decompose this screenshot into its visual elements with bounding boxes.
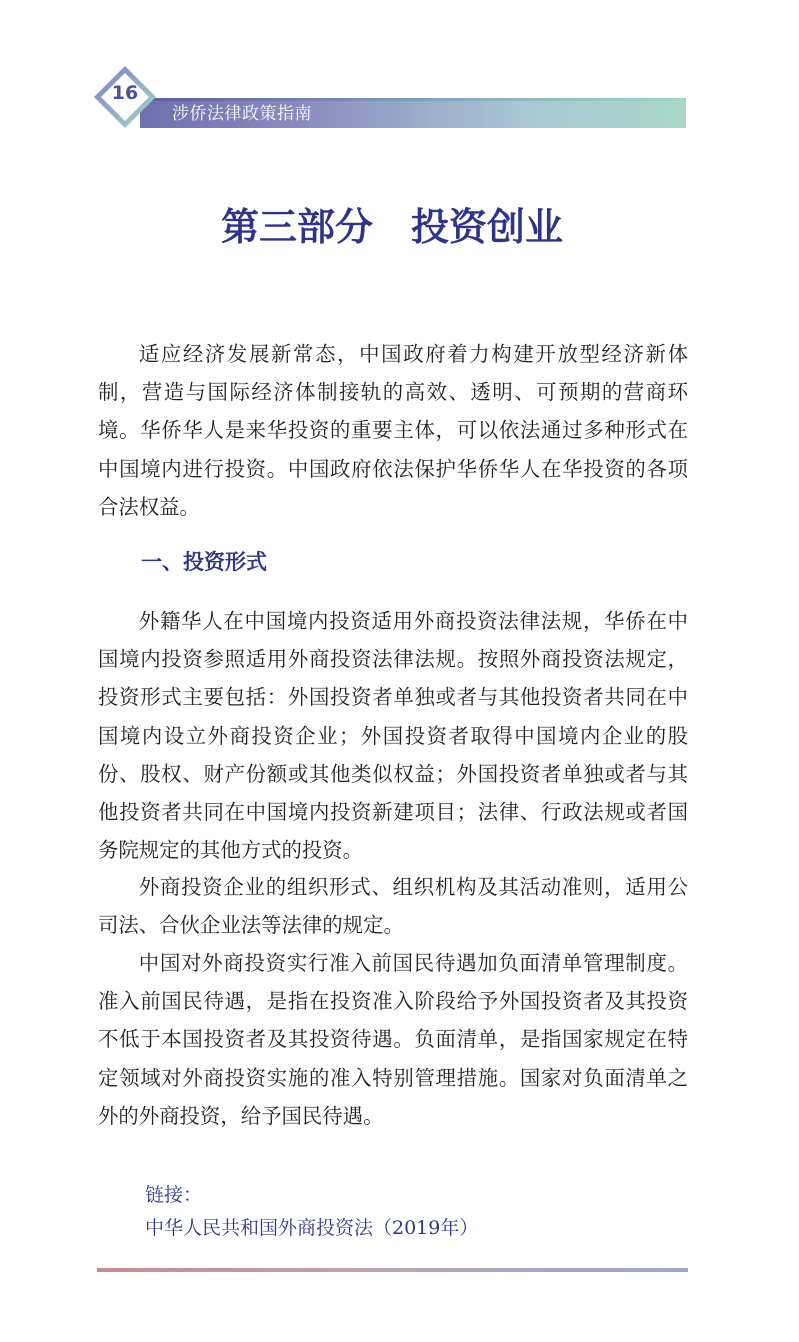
part-number: 第三部分	[220, 205, 373, 249]
bottom-divider	[97, 1268, 688, 1272]
running-title: 涉侨法律政策指南	[172, 104, 312, 124]
page-number: 16	[111, 82, 139, 104]
link-label: 链接：	[145, 1184, 203, 1206]
section-heading: 一、投资形式	[141, 550, 267, 574]
section-paragraph: 中国对外商投资实行准入前国民待遇加负面清单管理制度。准入前国民待遇，是指在投资准入阶段给予外国投资者及其投资不低于本国投资者及其投资待遇。负面清单，是指国家规定在特定领域对外商投资实施的准入特别管理措施。国家对负面清单之外的外商投资，给予国民待遇。	[98, 951, 688, 1128]
law-link[interactable]: 中华人民共和国外商投资法（2019年）	[145, 1217, 479, 1239]
part-title	[0, 196, 784, 251]
section-paragraph: 外籍华人在中国境内投资适用外商投资法律法规，华侨在中国境内投资参照适用外商投资法律法规。按照外商投资法规定，投资形式主要包括：外国投资者单独或者与其他投资者共同在中国境内设立外商投资企业；外国投资者取得中国境内企业的股份、股权、财产份额或其他类似权益；外国投资者单独或者与其他投资者共同在中国境内投资新建项目；法律、行政法规或者国务院规定的其他方式的投资。	[98, 609, 688, 863]
section-paragraph: 外商投资企业的组织形式、组织机构及其活动准则，适用公司法、合伙企业法等法律的规定。	[98, 875, 688, 938]
part-name: 投资创业	[411, 205, 564, 249]
intro-paragraph: 适应经济发展新常态，中国政府着力构建开放型经济新体制，营造与国际经济体制接轨的高效、透明、可预期的营商环境。华侨华人是来华投资的重要主体，可以依法通过多种形式在中国境内进行投资。中国政府依法保护华侨华人在华投资的各项合法权益。	[98, 342, 688, 519]
